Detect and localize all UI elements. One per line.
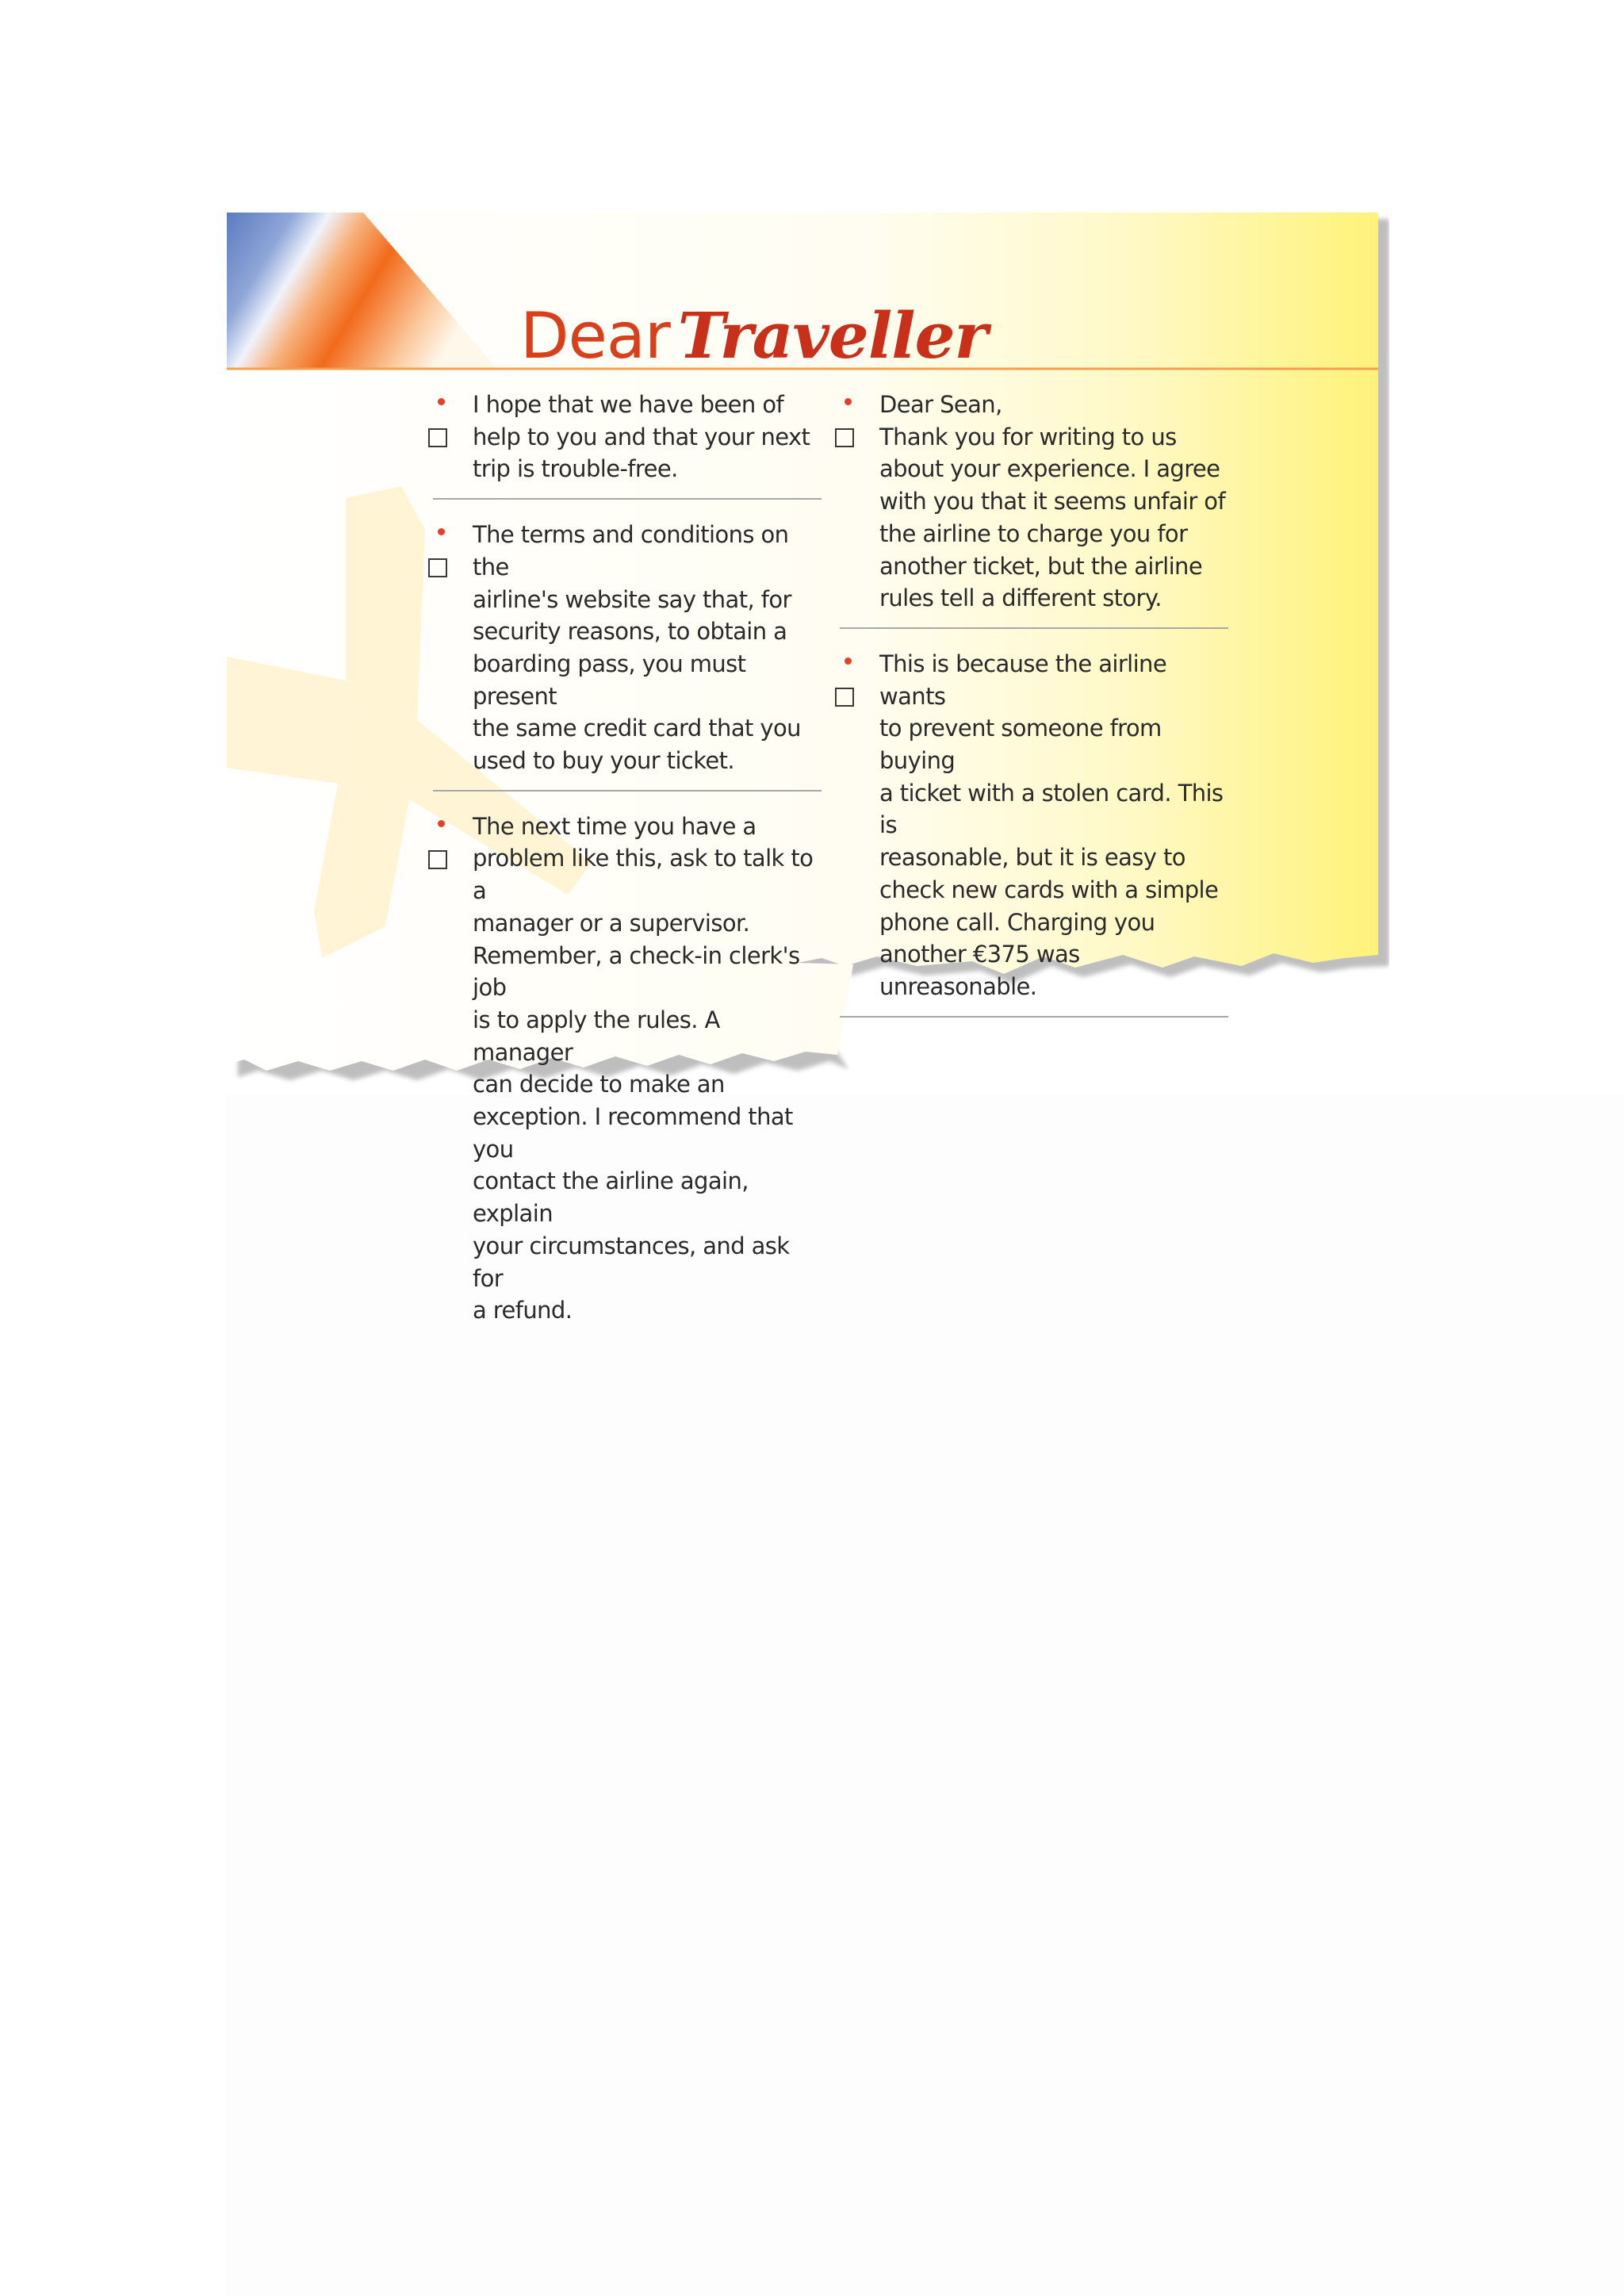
paragraph-text: The next time you have a problem like this, ask to talk to a manager or a supervisor. Remember, a check-in clerk's job is to apply the rules. A manager can decide to make an exception. I recommend that you contact the airline again, explain your circumstances, and ask for a refund. [473,812,814,1324]
checkbox[interactable] [428,558,447,577]
title-word-dear: Dear [520,299,670,373]
paragraph-text: Dear Sean, Thank you for writing to us about your experience. I agree with you that it seems unfair of the airline to charge you for another ticket, but the airline rules tell a different story. [879,391,1226,612]
paragraph-left-2 [433,519,822,792]
checkbox[interactable] [835,688,854,707]
paragraph-text: This is because the airline wants to prevent someone from buying a ticket with a stolen card. This is reasonable, but it is easy to check new cards with a simple phone call. Charging you another €375 was unreasonable. [879,650,1224,1000]
paragraph-left-1 [433,389,822,500]
paragraph-right-2 [840,648,1228,1018]
paragraph-left-3 [433,811,822,1340]
checkbox[interactable] [428,428,447,447]
paragraph-text: The terms and conditions on the airline's website say that, for security reasons, to obtain a boarding pass, you must present the same credit card that you used to buy your ticket. [473,521,801,775]
bullet-dot-icon [438,528,445,535]
right-column [840,389,1228,1037]
title-word-traveller: Traveller [677,298,987,373]
article-card [227,213,1389,1324]
page-title [520,292,987,379]
bullet-dot-icon [845,657,852,665]
bullet-dot-icon [438,398,445,405]
paragraph-text: I hope that we have been of help to you and that your next trip is trouble-free. [473,391,810,483]
checkbox[interactable] [835,428,854,447]
paragraph-right-1 [840,389,1228,629]
bullet-dot-icon [438,820,445,827]
checkbox[interactable] [428,850,447,869]
bullet-dot-icon [845,398,852,405]
left-column [433,389,822,1359]
